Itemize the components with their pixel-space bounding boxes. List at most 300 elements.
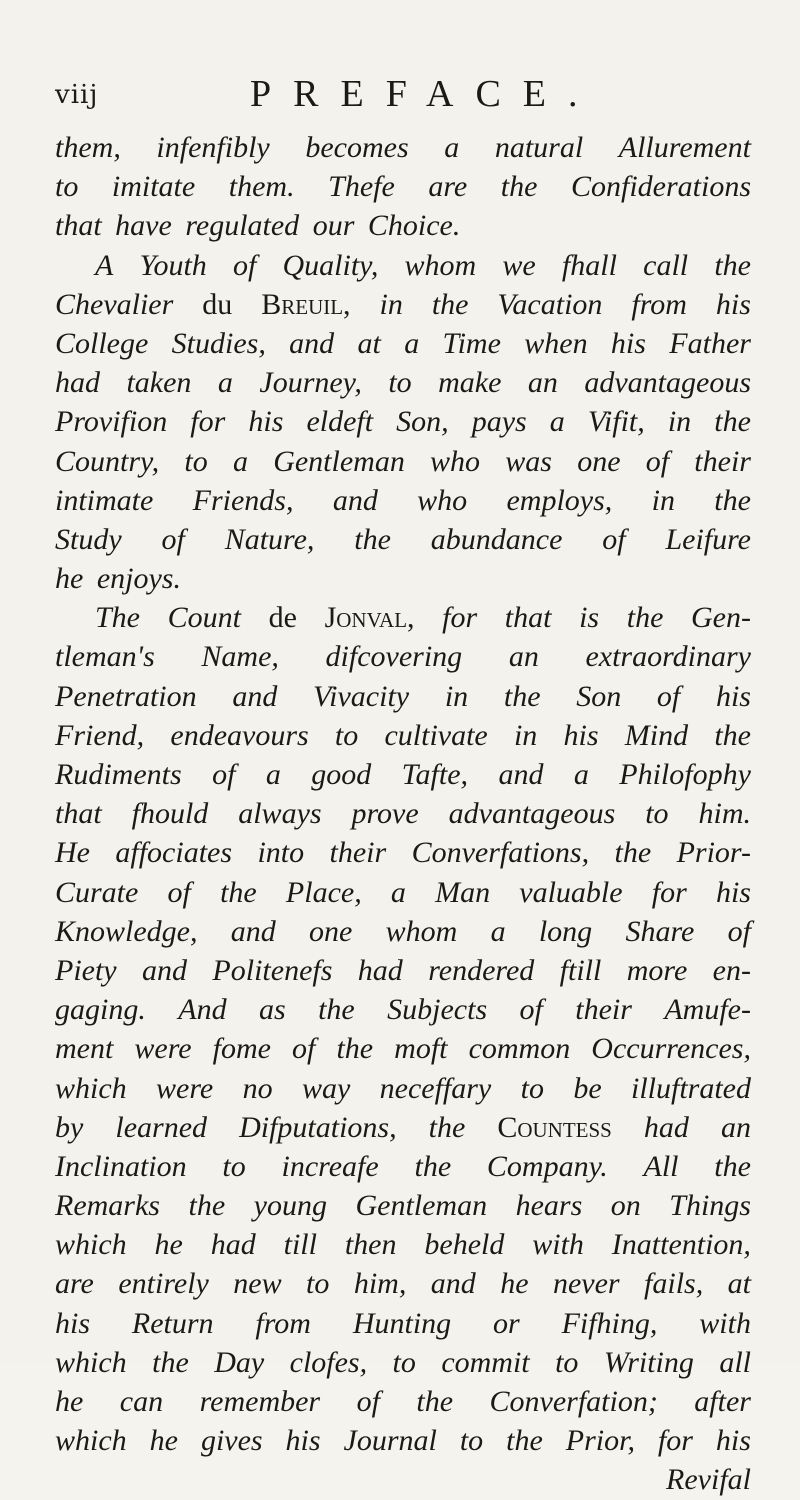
word: had bbox=[643, 1110, 689, 1144]
text-line bbox=[55, 442, 751, 481]
word: of bbox=[212, 758, 236, 791]
word: Curate bbox=[55, 875, 139, 909]
word: regulated bbox=[185, 209, 300, 243]
word: he bbox=[55, 1385, 84, 1418]
word: Tafte, bbox=[401, 758, 469, 791]
text-line bbox=[55, 833, 751, 872]
word: that bbox=[55, 797, 102, 831]
word: to bbox=[645, 797, 669, 831]
word: a bbox=[265, 758, 281, 791]
word: in bbox=[667, 405, 692, 439]
word: Place, bbox=[285, 875, 362, 909]
word: endeavours bbox=[170, 718, 309, 752]
word: a bbox=[404, 326, 420, 360]
word: eldeft bbox=[306, 405, 374, 439]
word: ftill bbox=[559, 953, 602, 987]
word: entirely bbox=[118, 1267, 209, 1301]
word: valuable bbox=[519, 875, 623, 909]
text-line bbox=[55, 873, 751, 912]
word: Occurrences, bbox=[591, 1032, 751, 1066]
word: Quality, bbox=[282, 248, 379, 282]
word: from bbox=[631, 287, 687, 321]
word: And bbox=[178, 993, 227, 1027]
word: make bbox=[438, 366, 502, 400]
word: to bbox=[55, 170, 79, 204]
word: as bbox=[258, 993, 286, 1027]
word: a bbox=[232, 444, 248, 478]
word: Politenefs bbox=[212, 953, 333, 987]
word: call bbox=[643, 248, 689, 282]
word: the bbox=[428, 1110, 466, 1144]
word: the bbox=[188, 1189, 226, 1223]
word: enjoys. bbox=[96, 562, 181, 596]
word: to bbox=[306, 1267, 330, 1301]
word: are bbox=[428, 170, 468, 204]
word: he bbox=[500, 1267, 529, 1301]
word: Journal bbox=[343, 1424, 437, 1458]
text-line bbox=[55, 1069, 751, 1108]
word: Friends, bbox=[192, 483, 294, 517]
word: increafe bbox=[281, 1149, 379, 1183]
text-line bbox=[55, 246, 751, 285]
word: Son, bbox=[396, 405, 449, 439]
word: his bbox=[715, 679, 751, 713]
text-line bbox=[55, 598, 751, 637]
word: a bbox=[549, 405, 565, 439]
word: and bbox=[142, 953, 188, 987]
word: by bbox=[55, 1110, 84, 1144]
word: their bbox=[329, 836, 387, 870]
word: Share bbox=[625, 914, 695, 948]
word: de bbox=[268, 601, 297, 635]
word: to bbox=[392, 1345, 416, 1379]
word: tleman's bbox=[55, 640, 155, 674]
word: which bbox=[55, 1345, 127, 1379]
word: his bbox=[715, 875, 751, 909]
word: which bbox=[55, 1071, 127, 1105]
word: the bbox=[416, 1385, 454, 1418]
word: to bbox=[520, 1071, 544, 1105]
word: abundance bbox=[430, 522, 563, 556]
word: after bbox=[694, 1385, 751, 1418]
word: them. bbox=[228, 170, 295, 204]
word: Country, bbox=[55, 444, 160, 478]
word: all bbox=[719, 1345, 751, 1379]
word: are bbox=[55, 1267, 94, 1301]
word: for bbox=[657, 1424, 693, 1458]
word: he bbox=[154, 1228, 183, 1262]
word: then bbox=[344, 1228, 397, 1262]
text-line bbox=[55, 128, 751, 167]
word: a bbox=[217, 366, 233, 400]
word: whom bbox=[385, 914, 458, 948]
word: of bbox=[519, 993, 543, 1027]
text-line bbox=[55, 1421, 751, 1460]
word: him, bbox=[353, 1267, 407, 1301]
word: Allurement bbox=[618, 131, 751, 164]
word: one bbox=[309, 914, 353, 948]
running-head: PREFACE. bbox=[250, 73, 600, 115]
word: and bbox=[232, 679, 278, 713]
text-line bbox=[55, 559, 751, 598]
word: an bbox=[508, 640, 539, 674]
word: him. bbox=[698, 797, 751, 831]
word: Prior- bbox=[676, 836, 751, 870]
word: rendered bbox=[428, 953, 535, 987]
word: Remarks bbox=[55, 1189, 160, 1223]
word: in bbox=[379, 287, 403, 321]
word: at bbox=[357, 326, 381, 360]
word: and bbox=[332, 483, 378, 517]
word: to bbox=[459, 1424, 484, 1458]
text-line bbox=[55, 285, 751, 324]
word: en- bbox=[712, 953, 751, 987]
text-line bbox=[55, 1186, 751, 1225]
text-line bbox=[55, 794, 751, 833]
word: the bbox=[714, 483, 751, 517]
word: for bbox=[442, 601, 478, 635]
text-line bbox=[55, 1382, 751, 1421]
word: Son bbox=[576, 679, 622, 713]
word: their bbox=[694, 444, 751, 478]
word: no bbox=[242, 1071, 273, 1105]
word: is bbox=[579, 601, 600, 635]
text-line bbox=[55, 1029, 751, 1068]
text-line bbox=[55, 1108, 751, 1147]
word: a bbox=[444, 131, 460, 164]
word: Return bbox=[131, 1306, 214, 1340]
word: and bbox=[289, 326, 335, 360]
word: beheld bbox=[424, 1228, 505, 1262]
word: good bbox=[311, 758, 372, 791]
word: the bbox=[152, 1345, 189, 1379]
word: which bbox=[55, 1424, 127, 1458]
word: that bbox=[504, 601, 552, 635]
word: the bbox=[714, 248, 751, 282]
word: had bbox=[210, 1228, 256, 1262]
word: Writing bbox=[603, 1345, 694, 1379]
word: Prior, bbox=[565, 1424, 635, 1458]
word: our bbox=[312, 209, 355, 243]
word: learned bbox=[115, 1110, 208, 1144]
word: of bbox=[292, 1032, 316, 1066]
word: and bbox=[230, 914, 276, 948]
word: of bbox=[232, 248, 257, 282]
word: the bbox=[614, 836, 652, 870]
word: Father bbox=[669, 326, 751, 360]
word: that bbox=[55, 209, 102, 243]
word: the bbox=[714, 718, 751, 752]
word: moft bbox=[394, 1032, 448, 1066]
word: of bbox=[356, 1385, 380, 1418]
word: extraordinary bbox=[585, 640, 751, 674]
word: and bbox=[430, 1267, 476, 1301]
word: the bbox=[220, 875, 257, 909]
word: his bbox=[715, 1424, 751, 1458]
text-line bbox=[55, 167, 751, 206]
word: young bbox=[253, 1189, 327, 1223]
text-line bbox=[55, 363, 751, 402]
word: Gentleman bbox=[273, 444, 405, 478]
word: Vivacity bbox=[313, 679, 410, 713]
word: the bbox=[714, 405, 751, 439]
word: to bbox=[555, 1345, 579, 1379]
word: All bbox=[643, 1149, 679, 1183]
word: fhall bbox=[561, 248, 617, 282]
word: a bbox=[573, 758, 589, 791]
word: Converfations, bbox=[411, 836, 590, 870]
word: of bbox=[656, 679, 681, 713]
word: advantageous bbox=[584, 366, 751, 400]
word: Inattention, bbox=[611, 1228, 751, 1262]
word: till bbox=[283, 1228, 317, 1262]
page-header bbox=[55, 72, 755, 122]
word: in bbox=[651, 483, 675, 517]
word: difcovering bbox=[325, 640, 463, 674]
word: hears bbox=[515, 1189, 583, 1223]
word: the bbox=[354, 522, 391, 556]
word: the bbox=[431, 287, 469, 321]
word: ment bbox=[55, 1032, 114, 1066]
text-line bbox=[55, 951, 751, 990]
word: Provifion bbox=[55, 405, 168, 439]
word: a bbox=[490, 914, 506, 948]
word: one bbox=[577, 444, 621, 478]
word: Company. bbox=[486, 1149, 608, 1183]
word: always bbox=[238, 797, 322, 831]
text-line bbox=[55, 1147, 751, 1186]
text-line bbox=[55, 912, 751, 951]
word: whom bbox=[404, 248, 477, 282]
word: never bbox=[552, 1267, 620, 1301]
word: advantageous bbox=[448, 797, 616, 831]
word: taken bbox=[126, 366, 192, 400]
word: of bbox=[602, 522, 626, 556]
word: Count bbox=[167, 601, 241, 635]
word: new bbox=[233, 1267, 282, 1301]
word: the bbox=[503, 679, 541, 713]
word: to bbox=[184, 444, 208, 478]
word: Breuil, bbox=[261, 287, 351, 321]
word: becomes bbox=[305, 131, 409, 164]
word: his bbox=[563, 718, 599, 752]
word: imitate bbox=[111, 170, 196, 204]
word: his bbox=[610, 326, 646, 360]
word: Piety bbox=[55, 953, 117, 987]
word: neceffary bbox=[379, 1071, 492, 1105]
text-line bbox=[55, 206, 751, 245]
text-line bbox=[55, 1225, 751, 1264]
word: to bbox=[388, 366, 412, 400]
word: gives bbox=[200, 1424, 263, 1458]
word: he bbox=[149, 1424, 178, 1458]
text-line bbox=[55, 1264, 751, 1303]
word: the bbox=[500, 170, 538, 204]
word: Converfation; bbox=[489, 1385, 658, 1418]
word: du bbox=[202, 287, 233, 321]
word: Nature, bbox=[224, 522, 315, 556]
text-line bbox=[55, 481, 751, 520]
word: long bbox=[538, 914, 593, 948]
word: had bbox=[55, 366, 100, 400]
word: to bbox=[334, 718, 359, 752]
word: for bbox=[651, 875, 687, 909]
word: Leifure bbox=[665, 522, 751, 556]
text-line bbox=[55, 755, 751, 794]
word: gaging. bbox=[55, 993, 146, 1027]
word: the bbox=[626, 601, 664, 635]
word: Fifhing, bbox=[561, 1306, 658, 1340]
word: Gentleman bbox=[355, 1189, 488, 1223]
word: Confiderations bbox=[570, 170, 751, 204]
word: Things bbox=[669, 1189, 751, 1223]
word: have bbox=[115, 209, 172, 243]
text-line bbox=[55, 677, 751, 716]
text-line bbox=[55, 716, 751, 755]
word: who bbox=[417, 483, 468, 517]
word: Choice. bbox=[367, 209, 461, 243]
word: He bbox=[55, 836, 90, 870]
word: way bbox=[301, 1071, 351, 1105]
word: with bbox=[532, 1228, 584, 1262]
word: an bbox=[720, 1110, 751, 1144]
word: natural bbox=[494, 131, 584, 164]
word: be bbox=[573, 1071, 602, 1105]
text-line bbox=[55, 990, 751, 1029]
word: were bbox=[156, 1071, 214, 1105]
word: a bbox=[390, 875, 406, 909]
word: an bbox=[527, 366, 558, 400]
word: for bbox=[190, 405, 226, 439]
word: who bbox=[430, 444, 481, 478]
word: fails, bbox=[644, 1267, 704, 1301]
word: the bbox=[318, 993, 355, 1027]
word: Studies, bbox=[171, 326, 266, 360]
word: in bbox=[513, 718, 538, 752]
word: infenfibly bbox=[156, 131, 270, 164]
page-number: viij bbox=[55, 80, 99, 110]
word: prove bbox=[351, 797, 419, 831]
word: were bbox=[134, 1032, 192, 1066]
word: to bbox=[222, 1149, 246, 1183]
text-line bbox=[55, 520, 751, 559]
word: Mind bbox=[624, 718, 689, 752]
word: Rudiments bbox=[55, 758, 182, 791]
word: the bbox=[714, 1149, 751, 1183]
text-line bbox=[55, 324, 751, 363]
word: College bbox=[55, 326, 149, 360]
word: Day bbox=[214, 1345, 265, 1379]
word: Inclination bbox=[55, 1149, 187, 1183]
word: clofes, bbox=[289, 1345, 368, 1379]
word: Youth bbox=[139, 248, 207, 282]
word: Jonval, bbox=[324, 601, 415, 635]
word: Vifit, bbox=[587, 405, 645, 439]
word: in bbox=[444, 679, 469, 713]
word: Subjects bbox=[387, 993, 488, 1027]
word: he bbox=[55, 562, 84, 596]
word: Knowledge, bbox=[55, 914, 198, 948]
word: illuftrated bbox=[631, 1071, 751, 1105]
word: of bbox=[161, 522, 185, 556]
word: the bbox=[414, 1149, 452, 1183]
word: Name, bbox=[201, 640, 279, 674]
catchword: Revifal bbox=[666, 1463, 751, 1497]
word: on bbox=[610, 1189, 641, 1223]
word: affociates bbox=[115, 836, 233, 870]
word: and bbox=[498, 758, 544, 791]
text-line bbox=[55, 1343, 751, 1382]
word: Study bbox=[55, 522, 122, 556]
word: was bbox=[505, 444, 552, 478]
word: Hunting bbox=[352, 1306, 452, 1340]
word: of bbox=[167, 875, 191, 909]
word: into bbox=[257, 836, 305, 870]
word: can bbox=[119, 1385, 164, 1418]
word: of bbox=[645, 444, 670, 478]
word: his bbox=[285, 1424, 321, 1458]
word: Countess bbox=[497, 1110, 612, 1144]
word: cultivate bbox=[384, 718, 488, 752]
text-line bbox=[55, 637, 751, 676]
word: Thefe bbox=[328, 170, 395, 204]
word: Penetration bbox=[55, 679, 197, 713]
word: his bbox=[55, 1306, 91, 1340]
word: from bbox=[255, 1306, 311, 1340]
word: the bbox=[336, 1032, 374, 1066]
word: his bbox=[715, 287, 751, 321]
word: had bbox=[357, 953, 403, 987]
word: the bbox=[506, 1424, 543, 1458]
text-line bbox=[55, 402, 751, 441]
word: common bbox=[468, 1032, 571, 1066]
word: fhould bbox=[131, 797, 209, 831]
word: with bbox=[699, 1306, 751, 1340]
word: of bbox=[727, 914, 751, 948]
word: remember bbox=[199, 1385, 321, 1418]
word: Friend, bbox=[55, 718, 145, 752]
word: Gen- bbox=[691, 601, 751, 635]
word: Difputations, bbox=[239, 1110, 397, 1144]
word: A bbox=[95, 248, 114, 282]
body-text bbox=[55, 128, 751, 1500]
word: more bbox=[626, 953, 688, 987]
word: intimate bbox=[55, 483, 154, 517]
word: them, bbox=[55, 131, 121, 164]
word: Chevalier bbox=[55, 287, 174, 321]
word: fome bbox=[212, 1032, 271, 1066]
word: when bbox=[524, 326, 588, 360]
word: commit bbox=[441, 1345, 530, 1379]
word: Journey, bbox=[259, 366, 362, 400]
word: at bbox=[727, 1267, 751, 1301]
word: Vacation bbox=[497, 287, 603, 321]
word: which bbox=[55, 1228, 127, 1262]
word: their bbox=[575, 993, 632, 1027]
word: employs, bbox=[506, 483, 613, 517]
word: his bbox=[248, 405, 284, 439]
word: or bbox=[493, 1306, 520, 1340]
word: Philofophy bbox=[619, 758, 751, 791]
catchword-line bbox=[55, 1460, 751, 1499]
word: Amufe- bbox=[664, 993, 751, 1027]
word: Man bbox=[435, 875, 491, 909]
word: The bbox=[95, 601, 140, 635]
text-line bbox=[55, 1304, 751, 1343]
word: pays bbox=[471, 405, 527, 439]
word: we bbox=[502, 248, 536, 282]
word: Time bbox=[442, 326, 501, 360]
